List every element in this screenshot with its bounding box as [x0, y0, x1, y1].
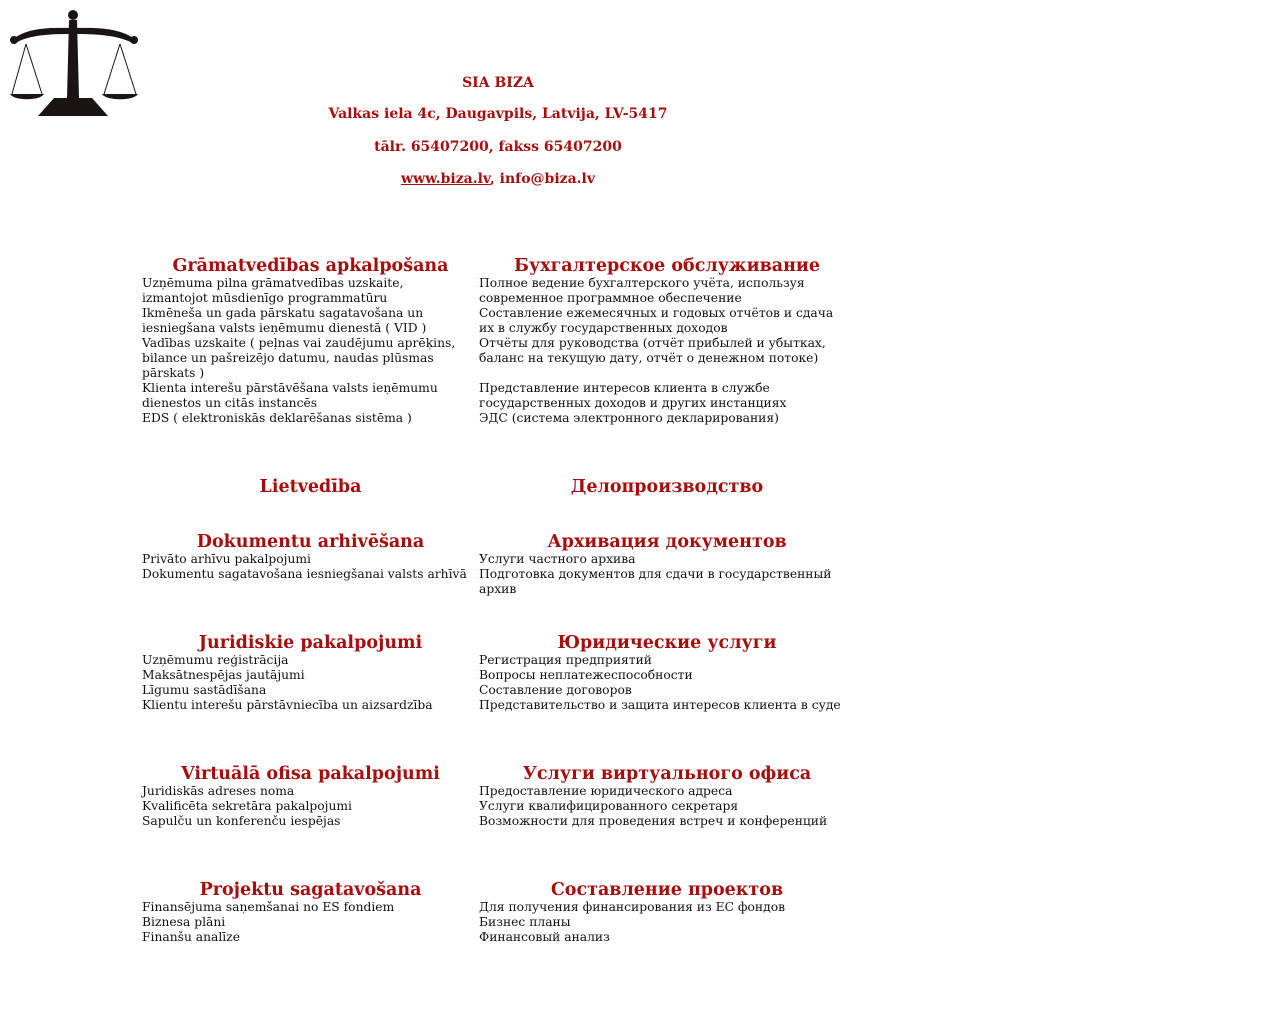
- list-line: [479, 366, 855, 381]
- list-line: Klienta interešu pārstāvēšana valsts ieņēmumu: [142, 381, 438, 395]
- section-title-virtual-office-ru: Услуги виртуального офиса: [522, 764, 812, 784]
- list-line: государственных доходов и других инстанциях: [479, 396, 787, 410]
- section-title-records-lv: Lietvedība: [259, 477, 362, 497]
- list-line: Регистрация предприятий: [479, 653, 652, 667]
- list-line: Kvalificēta sekretāra pakalpojumi: [142, 799, 352, 813]
- virtual-office-list-lv: [142, 784, 479, 829]
- list-line: архив: [479, 582, 517, 596]
- list-line: EDS ( elektroniskās deklarēšanas sistēma ): [142, 411, 412, 425]
- list-line: dienestos un citās instancēs: [142, 396, 318, 410]
- list-line: Финансовый анализ: [479, 930, 610, 944]
- section-title-archiving-ru: Архивация документов: [547, 532, 787, 552]
- list-line: современное программное обеспечение: [479, 291, 742, 305]
- accounting-list-lv: [142, 276, 479, 426]
- section-title-virtual-office-lv: Virtuālā ofisa pakalpojumi: [181, 764, 440, 784]
- list-line: Предоставление юридического адреса: [479, 784, 733, 798]
- list-line: Dokumentu sagatavošana iesniegšanai valsts arhīvā: [142, 567, 467, 581]
- list-line: pārskats ): [142, 366, 205, 380]
- website-link[interactable]: www.biza.lv: [400, 171, 490, 187]
- projects-list-ru: [479, 900, 855, 945]
- list-line: Услуги квалифицированного секретаря: [479, 799, 739, 813]
- section-title-accounting-lv: Grāmatvedības apkalpošana: [172, 256, 449, 276]
- list-line: ЭДС (система электронного декларирования): [479, 411, 779, 425]
- list-line: Juridiskās adreses noma: [142, 784, 295, 798]
- section-title-legal-ru: Юридические услуги: [557, 633, 777, 653]
- list-line: Представление интересов клиента в службе: [479, 381, 770, 395]
- archiving-list-ru: [479, 552, 855, 597]
- list-line: Līgumu sastādīšana: [142, 683, 267, 697]
- contact-separator: ,: [489, 171, 500, 187]
- list-line: iesniegšana valsts ieņēmumu dienestā ( VID ): [142, 321, 427, 335]
- projects-list-lv: [142, 900, 479, 945]
- list-line: Biznesa plāni: [142, 915, 226, 929]
- company-phone: tālr. 65407200, fakss 65407200: [374, 139, 622, 155]
- contact-line: [298, 171, 698, 187]
- list-line: их в службу государственных доходов: [479, 321, 728, 335]
- section-title-projects-lv: Projektu sagatavošana: [199, 880, 422, 900]
- list-line: Sapulču un konferenču iespējas: [142, 814, 341, 828]
- list-line: Maksātnespējas jautājumi: [142, 668, 305, 682]
- list-line: баланс на текущую дату, отчёт о денежном потоке): [479, 351, 819, 365]
- list-line: Uzņēmuma pilna grāmatvedības uzskaite,: [142, 276, 404, 290]
- company-name: SIA BIZA: [462, 75, 534, 91]
- section-title-accounting-ru: Бухгалтерское обслуживание: [513, 256, 820, 276]
- list-line: izmantojot mūsdienīgo programmatūru: [142, 291, 388, 305]
- archiving-list-lv: [142, 552, 479, 582]
- list-line: Возможности для проведения встреч и конференций: [479, 814, 828, 828]
- legal-list-lv: [142, 653, 479, 713]
- list-line: Составление ежемесячных и годовых отчётов и сдача: [479, 306, 834, 320]
- company-address: Valkas iela 4c, Daugavpils, Latvija, LV-5417: [328, 106, 668, 122]
- section-title-archiving-lv: Dokumentu arhivēšana: [196, 532, 425, 552]
- section-title-projects-ru: Составление проектов: [550, 880, 784, 900]
- email-address: info@biza.lv: [499, 171, 595, 187]
- list-line: bilance un pašreizējo datumu, naudas plūsmas: [142, 351, 434, 365]
- list-line: Представительство и защита интересов клиента в суде: [479, 698, 841, 712]
- section-title-legal-lv: Juridiskie pakalpojumi: [198, 633, 423, 653]
- list-line: Privāto arhīvu pakalpojumi: [142, 552, 311, 566]
- list-line: Составление договоров: [479, 683, 632, 697]
- legal-list-ru: [479, 653, 855, 713]
- list-line: Finansējuma saņemšanai no ES fondiem: [142, 900, 395, 914]
- section-title-records-ru: Делопроизводство: [570, 477, 764, 497]
- list-line: Подготовка документов для сдачи в государственный: [479, 567, 832, 581]
- list-line: Вопросы неплатежеспособности: [479, 668, 693, 682]
- list-line: Отчёты для руководства (отчёт прибылей и убытках,: [479, 336, 826, 350]
- list-line: Для получения финансирования из ЕС фондов: [479, 900, 786, 914]
- scales-of-justice-icon: [6, 6, 142, 118]
- list-line: Vadības uzskaite ( peļnas vai zaudējumu aprēķins,: [142, 336, 456, 350]
- list-line: Klientu interešu pārstāvniecība un aizsardzība: [142, 698, 433, 712]
- list-line: Finanšu analīze: [142, 930, 240, 944]
- list-line: Бизнес планы: [479, 915, 571, 929]
- list-line: Услуги частного архива: [479, 552, 636, 566]
- list-line: Полное ведение бухгалтерского учёта, используя: [479, 276, 805, 290]
- virtual-office-list-ru: [479, 784, 855, 829]
- list-line: Ikmēneša un gada pārskatu sagatavošana un: [142, 306, 424, 320]
- accounting-list-ru: [479, 276, 855, 426]
- list-line: Uzņēmumu reģistrācija: [142, 653, 289, 667]
